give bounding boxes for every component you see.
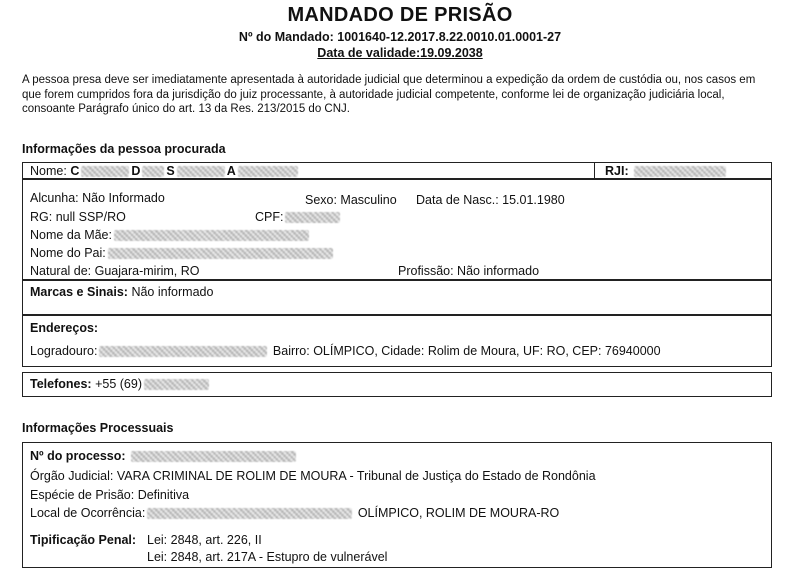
address-box — [22, 315, 772, 367]
redaction-mark — [81, 166, 129, 177]
intro-paragraph: A pessoa presa deve ser imediatamente apresentada à autoridade judicial que determinou a expedição da ordem de custódia ou, nos casos em que forem cumpridos fora da jurisdição do juiz processante, à autoridade judicial competente, conforme lei de organização judiciária local, consoante Parágrafo único do art. 13 da Res. 213/2015 do CNJ. — [22, 74, 756, 115]
cpf-label: CPF: — [255, 210, 284, 224]
redaction-mark — [238, 166, 298, 177]
process-number-label: Nº do processo: — [30, 449, 126, 463]
penal-label: Tipificação Penal: — [30, 533, 137, 547]
rji-field — [605, 164, 728, 178]
birthplace: Natural de: Guajara-mirim, RO — [30, 264, 200, 278]
redaction-mark — [634, 166, 726, 177]
mother-name — [30, 228, 311, 242]
rg: RG: null SSP/RO — [30, 210, 126, 224]
phones-label: Telefones: — [30, 377, 92, 391]
occurrence-place — [30, 506, 559, 520]
warrant-number-label: Nº do Mandado: — [238, 30, 334, 44]
phones — [30, 377, 211, 391]
redaction-mark — [142, 166, 164, 177]
redaction-mark — [177, 166, 225, 177]
redaction-mark — [144, 379, 209, 390]
redaction-mark — [147, 508, 352, 519]
warrant-number — [0, 30, 800, 44]
phones-value: +55 (69) — [95, 377, 142, 391]
alias: Alcunha: Não Informado — [30, 191, 165, 205]
father-name-label: Nome do Pai: — [30, 246, 106, 260]
street-label: Logradouro: — [30, 344, 98, 358]
penal-item-1: Lei: 2848, art. 226, II — [147, 533, 262, 547]
redaction-mark — [99, 346, 267, 357]
redaction-mark — [108, 248, 333, 259]
name-initial-1: C — [70, 164, 80, 178]
father-name — [30, 246, 335, 260]
person-name — [30, 164, 300, 178]
addresses-label: Endereços: — [30, 321, 99, 335]
arrest-type: Espécie de Prisão: Definitiva — [30, 488, 190, 502]
marks-signs — [30, 285, 213, 299]
cpf — [255, 210, 342, 224]
redaction-mark — [131, 451, 296, 462]
redaction-mark — [114, 230, 309, 241]
profession: Profissão: Não informado — [398, 264, 540, 278]
marks-label: Marcas e Sinais: — [30, 285, 128, 299]
occurrence-rest: OLÍMPICO, ROLIM DE MOURA-RO — [357, 506, 560, 520]
name-row-divider — [594, 162, 595, 179]
name-initial-2: D — [131, 164, 141, 178]
court: Órgão Judicial: VARA CRIMINAL DE ROLIM DE MOURA - Tribunal de Justiça do Estado de Rondônia — [30, 469, 596, 483]
validity-date — [0, 46, 800, 60]
mother-name-label: Nome da Mãe: — [30, 228, 112, 242]
process-number — [30, 449, 298, 463]
birth-date: Data de Nasc.: 15.01.1980 — [416, 193, 565, 207]
warrant-number-value: 1001640-12.2017.8.22.0010.01.0001-27 — [337, 30, 562, 44]
redaction-mark — [285, 212, 340, 223]
section-title-person: Informações da pessoa procurada — [22, 142, 226, 156]
address-line — [30, 344, 661, 358]
validity-date-label: Data de validade: — [317, 46, 421, 60]
validity-date-value: 19.09.2038 — [420, 46, 483, 60]
name-initial-4: A — [226, 164, 236, 178]
name-label: Nome: — [30, 164, 67, 178]
occurrence-label: Local de Ocorrência: — [30, 506, 146, 520]
document-title: MANDADO DE PRISÃO — [287, 4, 513, 26]
sex: Sexo: Masculino — [305, 193, 397, 207]
address-rest: Bairro: OLÍMPICO, Cidade: Rolim de Moura, UF: RO, CEP: 76940000 — [272, 344, 661, 358]
section-title-process: Informações Processuais — [22, 421, 174, 435]
rji-label: RJI: — [605, 164, 629, 178]
name-initial-3: S — [166, 164, 175, 178]
penal-item-2: Lei: 2848, art. 217A - Estupro de vulnerável — [147, 550, 388, 564]
marks-value: Não informado — [131, 285, 214, 299]
